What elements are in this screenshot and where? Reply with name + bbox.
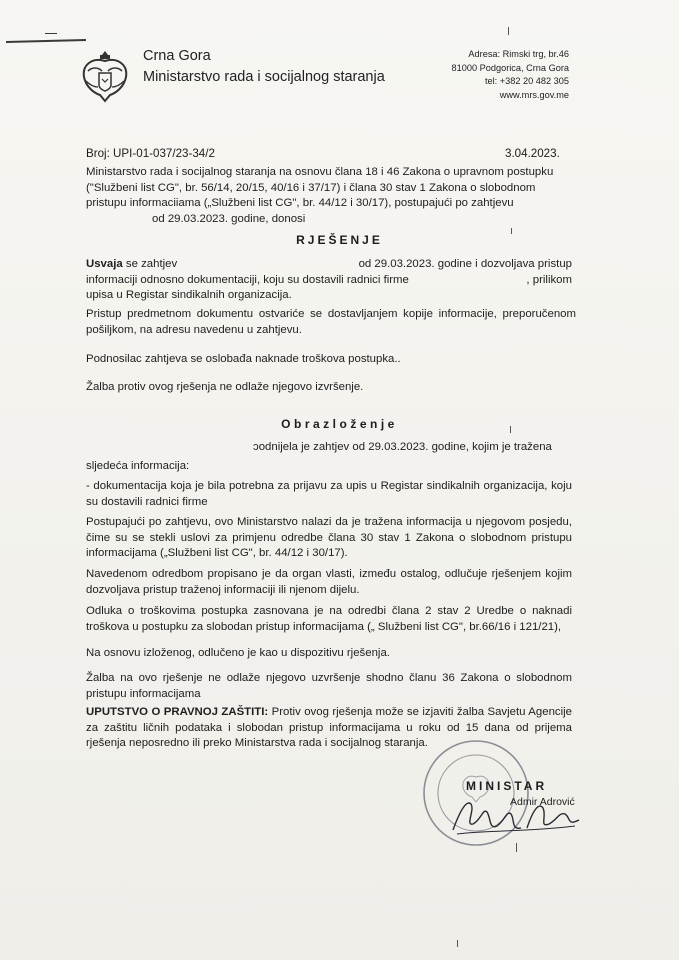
reasoning-line: sljedeća informacija: xyxy=(86,459,190,472)
decision-text: upisa u Registar sindikalnih organizacija. xyxy=(86,289,292,301)
intro-line: Ministarstvo rada i socijalnog staranja na osnovu člana 18 i 46 Zakona o upravnom postupku xyxy=(86,166,554,178)
ministry-header xyxy=(143,46,385,88)
scan-mark-top-left xyxy=(6,39,86,43)
reasoning-title: Obrazloženje xyxy=(281,417,398,431)
intro-line: pristupu informaciiama („Službeni list CG", br. 44/12 i 30/17), postupajući po zahtjevu xyxy=(86,197,514,209)
decision-paragraph xyxy=(86,257,572,304)
address-line: tel: +382 20 482 305 xyxy=(484,76,569,86)
decision-lead: Usvaja xyxy=(86,258,123,270)
country-name: Crna Gora xyxy=(143,48,211,64)
costs-paragraph: Odluka o troškovima postupka zasnovana je na odredbi člana 2 stav 2 Uredbe o naknadi troškova u postupku za slobodan pristup informacijama („ Službeni list CG", br.66/16 i 121/21), xyxy=(86,605,572,633)
appeal-note: Žalba protiv ovog rješenja ne odlaže njegovo izvršenje. xyxy=(86,381,364,393)
finding-paragraph: Postupajući po zahtjevu, ovo Ministarstvo nalazi da je tražena informacija u njegovom posjedu, čime su se stekli uslovi za primjenu odredbe člana 30 stav 1 Zakona o slobodnom pristupu informacijama („Službeni list CG", br. 44/12 i 30/17). xyxy=(86,516,572,559)
decision-text: se zahtjev xyxy=(125,258,178,270)
scan-mark-top-left-2 xyxy=(45,33,57,34)
legal-remedy-text: Protiv ovog rješenja može se izjaviti žalba Savjetu Agencije za zaštitu ličnih podataka i slobodan pristup informacijama u roku od 15 dana od prijema rješenja neposredno ili preko Ministarstva rada i socijalnog staranja. xyxy=(86,706,572,749)
ministry-name: Ministarstvo rada i socijalnog staranja xyxy=(143,69,385,85)
decision-text: informaciji odnosno dokumentaciji, koju su dostavili radnici firme xyxy=(86,273,409,286)
reasoning-line: ɔodnijela je zahtjev od 29.03.2023. godine, kojim je tražena xyxy=(253,441,552,453)
conclusion-paragraph: Na osnovu izloženog, odlučeno je kao u dispozitivu rješenja. xyxy=(86,647,390,659)
document-date: 3.04.2023. xyxy=(505,147,560,160)
legal-remedy-lead: UPUTSTVO O PRAVNOJ ZAŠTITI: xyxy=(86,706,269,718)
decision-title: RJEŠENJE xyxy=(296,233,383,247)
fee-paragraph: Podnosilac zahtjeva se oslobađa naknade troškova postupka.. xyxy=(86,353,401,365)
reasoning-intro xyxy=(86,440,572,474)
coat-of-arms-icon xyxy=(78,47,132,105)
address-line: 81000 Podgorica, Crna Gora xyxy=(451,62,569,73)
decision-text: , prilikom xyxy=(526,273,572,286)
decision-text: od 29.03.2023. godine i dozvoljava pristup xyxy=(358,258,572,270)
appeal-effect-paragraph: Žalba na ovo rješenje ne odlaže njegovo uzvršenje shodno članu 36 Zakona o slobodnom pristupu informacijama xyxy=(86,672,572,700)
address-block xyxy=(452,48,569,102)
reference-number: Broj: UPI-01-037/23-34/2 xyxy=(86,147,215,160)
address-line: Adresa: Rimski trg, br.46 xyxy=(468,49,569,59)
scan-tick-right-4 xyxy=(457,940,458,947)
address-line: www.mrs.gov.me xyxy=(499,89,569,100)
delivery-paragraph: Pristup predmetnom dokumentu ostvariće se dostavljanjem kopije informacije, preporučenom pošiljkom, na adresu navedenu u zahtjevu. xyxy=(86,308,576,336)
signatory-name: Admir Adrović xyxy=(510,796,575,808)
requested-item: - dokumentacija koja je bila potrebna za prijavu za upis u Registar sindikalnih organizacija, koju su dostavili radnici firme xyxy=(86,480,572,508)
provision-paragraph: Navedenom odredbom propisano je da organ vlasti, između ostalog, odlučuje rješenjem kojim dozvoljava pristup traženoj informaciji ili njenom dijelu. xyxy=(86,568,572,596)
intro-line: ("Službeni list CG", br. 56/14, 20/15, 40/16 i 37/17) i člana 30 stav 1 Zakona o slobodnom xyxy=(86,181,536,194)
handwritten-signature-icon xyxy=(447,790,587,840)
intro-paragraph xyxy=(86,165,572,227)
intro-line: od 29.03.2023. godine, donosi xyxy=(152,212,306,225)
scan-tick-top xyxy=(508,27,509,35)
signatory-title: MINISTAR xyxy=(466,779,548,793)
